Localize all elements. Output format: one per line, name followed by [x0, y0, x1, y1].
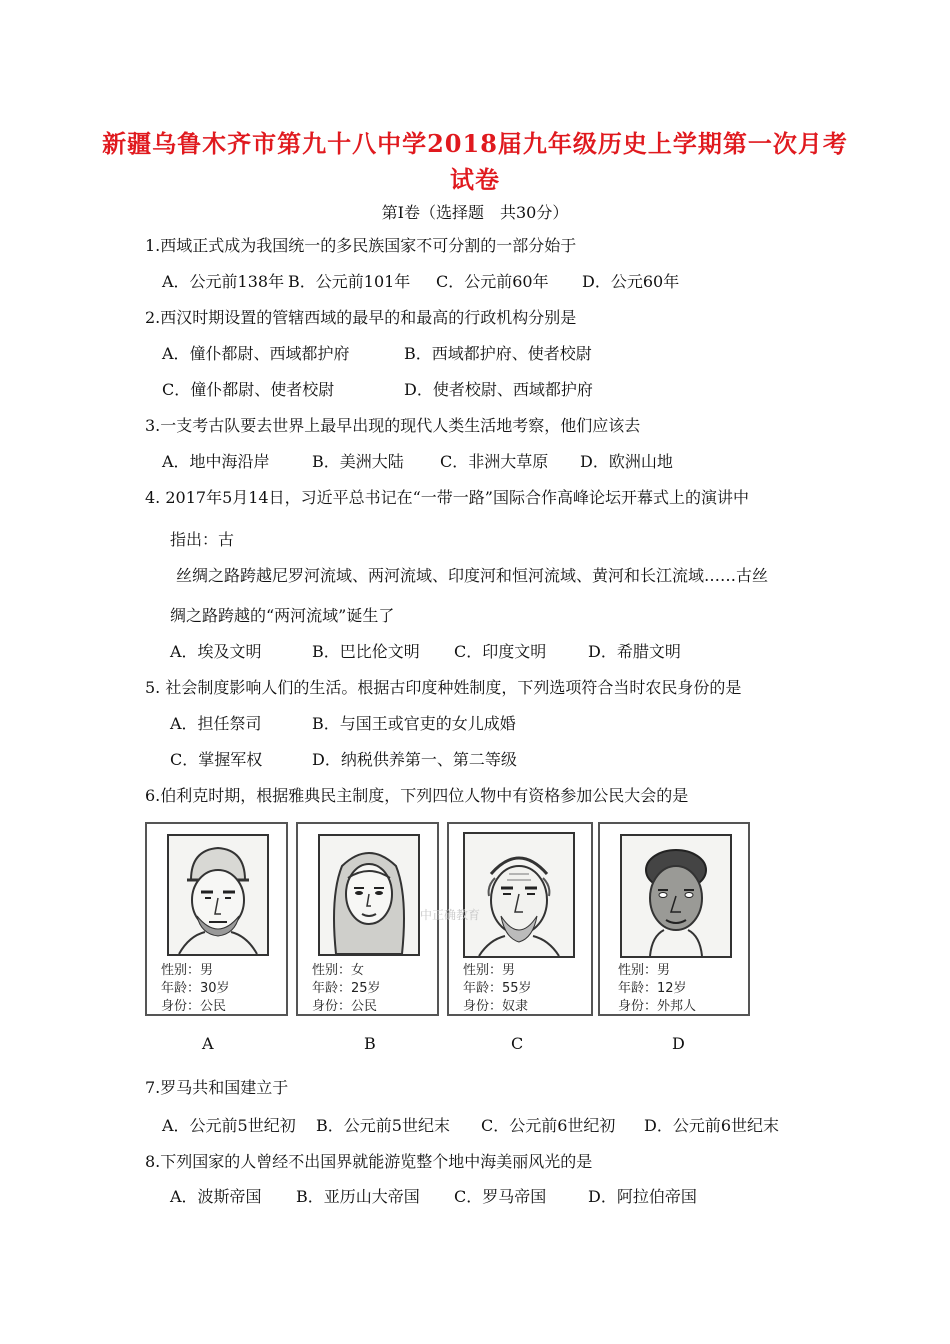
q8-option-c: C．罗马帝国 [454, 1187, 547, 1206]
card-b-gender: 性别：女 [312, 963, 365, 978]
q3-option-d: D．欧洲山地 [580, 452, 673, 471]
card-a-gender: 性别：男 [161, 963, 214, 978]
woman-portrait [320, 836, 418, 954]
card-c-letter: C [511, 1034, 524, 1053]
card-d-age: 年龄：12岁 [618, 981, 687, 996]
q7-option-b: B．公元前5世纪末 [316, 1116, 450, 1135]
question-6: 6.伯利克时期，根据雅典民主制度，下列四位人物中有资格参加公民大会的是 [145, 786, 689, 805]
page-title-line2: 试卷 [450, 165, 500, 194]
old-man-portrait [465, 834, 573, 956]
q2-option-b: B．西域都护府、使者校尉 [404, 344, 592, 363]
portrait-c [463, 832, 575, 958]
q3-option-c: C．非洲大草原 [440, 452, 549, 471]
card-c-info [463, 962, 532, 1016]
q7-option-d: D．公元前6世纪末 [644, 1116, 780, 1135]
portrait-b [318, 834, 420, 956]
card-d-letter: D [672, 1034, 685, 1053]
page-title-line1: 新疆乌鲁木齐市第九十八中学2018届九年级历史上学期第一次月考 [102, 129, 848, 158]
question-4-line-3: 丝绸之路跨越尼罗河流域、两河流域、印度河和恒河流域、黄河和长江流域……古丝 [176, 566, 769, 585]
card-a [145, 822, 288, 1016]
q7-option-c: C．公元前6世纪初 [481, 1116, 616, 1135]
card-b-info [312, 962, 381, 1016]
q8-option-d: D．阿拉伯帝国 [588, 1187, 697, 1206]
card-b-status: 身份：公民 [312, 999, 378, 1014]
card-a-letter: A [202, 1034, 214, 1053]
q1-option-a: A．公元前138年 [162, 272, 285, 291]
q2-option-d: D．使者校尉、西域都护府 [404, 380, 593, 399]
question-4-line-2: 指出：古 [170, 530, 235, 549]
question-2: 2.西汉时期设置的管辖西域的最早的和最高的行政机构分别是 [145, 308, 577, 327]
portrait-d [620, 834, 732, 958]
q5-option-d: D．纳税供养第一、第二等级 [312, 750, 517, 769]
question-3: 3.一支考古队要去世界上最早出现的现代人类生活地考察，他们应该去 [145, 416, 641, 435]
section-heading: 第Ⅰ卷（选择题 共30分） [381, 203, 569, 222]
q8-option-b: B．亚历山大帝国 [296, 1187, 420, 1206]
q4-option-c: C．印度文明 [454, 642, 547, 661]
card-a-age: 年龄：30岁 [161, 981, 230, 996]
q1-option-d: D．公元60年 [582, 272, 680, 291]
card-c-age: 年龄：55岁 [463, 981, 532, 996]
question-7: 7.罗马共和国建立于 [145, 1078, 289, 1097]
man-cap-portrait [169, 836, 267, 954]
question-8: 8.下列国家的人曾经不出国界就能游览整个地中海美丽风光的是 [145, 1152, 593, 1171]
q4-option-a: A．埃及文明 [170, 642, 262, 661]
q1-option-c: C．公元前60年 [436, 272, 549, 291]
card-d-gender: 性别：男 [618, 963, 671, 978]
boy-portrait [622, 836, 730, 956]
q3-option-b: B．美洲大陆 [312, 452, 404, 471]
card-c-gender: 性别：男 [463, 963, 516, 978]
q3-option-a: A．地中海沿岸 [162, 452, 270, 471]
question-5: 5. 社会制度影响人们的生活。根据古印度种姓制度，下列选项符合当时农民身份的是 [145, 678, 742, 697]
card-c-status: 身份：奴隶 [463, 999, 529, 1014]
q5-option-c: C．掌握军权 [170, 750, 263, 769]
q7-option-a: A．公元前5世纪初 [162, 1116, 296, 1135]
card-b [296, 822, 439, 1016]
question-1: 1.西域正式成为我国统一的多民族国家不可分割的一部分始于 [145, 236, 577, 255]
q1-option-b: B．公元前101年 [288, 272, 411, 291]
q5-option-a: A．担任祭司 [170, 714, 262, 733]
q4-option-d: D．希腊文明 [588, 642, 681, 661]
question-4-line-4: 绸之路跨越的“两河流域”诞生了 [170, 606, 395, 625]
q5-option-b: B．与国王或官吏的女儿成婚 [312, 714, 516, 733]
q8-option-a: A．波斯帝国 [170, 1187, 262, 1206]
watermark: 中正确教育 [420, 908, 481, 922]
q4-option-b: B．巴比伦文明 [312, 642, 420, 661]
card-b-letter: B [364, 1034, 376, 1053]
card-d-info [618, 962, 696, 1016]
q2-option-a: A．僮仆都尉、西域都护府 [162, 344, 350, 363]
card-d-status: 身份：外邦人 [618, 999, 697, 1014]
card-d [598, 822, 750, 1016]
q2-option-c: C．僮仆都尉、使者校尉 [162, 380, 335, 399]
card-a-info [161, 962, 230, 1016]
portrait-a [167, 834, 269, 956]
question-4-line-1: 4. 2017年5月14日，习近平总书记在“一带一路”国际合作高峰论坛开幕式上的演讲中 [145, 488, 749, 507]
card-b-age: 年龄：25岁 [312, 981, 381, 996]
card-a-status: 身份：公民 [161, 999, 227, 1014]
